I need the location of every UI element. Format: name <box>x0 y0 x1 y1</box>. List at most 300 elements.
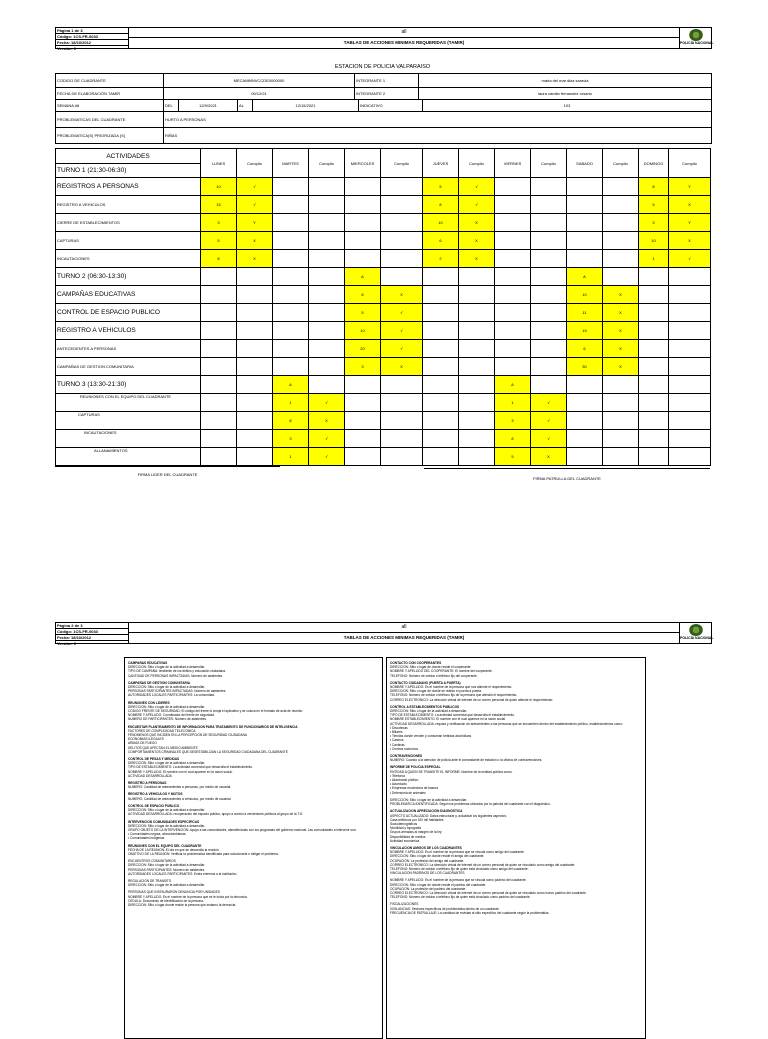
table-header-row <box>56 149 711 164</box>
doc-meta <box>56 623 129 646</box>
cumplio-cell <box>459 286 495 304</box>
section-line: • Tiendas donde venden y consuman bebidas alcohólicas <box>390 734 472 739</box>
activity-row <box>56 196 711 214</box>
quantity-cell: A <box>495 376 531 394</box>
cumplio-cell <box>603 412 639 430</box>
section-line: NOMBRE Y APELLIDO: Es el nombre de la persona que se vincula como padrino del cuadrante. <box>390 878 527 883</box>
instruction-section <box>128 804 379 817</box>
section-line: DIRECCION: Sitio o lugar de la actividad a desarrollar. <box>390 709 468 714</box>
section-line: ACTIVIDAD DESARROLLADA: recuperación del espacio público, apoyo a control a vendedores públicos al grupo de la T.G. <box>128 812 304 817</box>
quantity-cell <box>567 250 603 268</box>
logo-text: POLICÍA NACIONAL <box>680 636 714 640</box>
section-line: Casa teléfonos por 100 mil habitantes <box>390 817 444 822</box>
instruction-section <box>390 754 642 762</box>
section-line: DIRECCION: Sitio o lugar de donde reside el amigo del cuadrante. <box>390 854 485 859</box>
activity-label: ALLANAMIENTOS <box>56 448 201 466</box>
section-line: AUTORIDADES LOCALES PARTICIPANTES: La comunidad. <box>128 693 215 698</box>
instruction-section <box>390 809 642 843</box>
instructions-right-text <box>387 658 645 921</box>
section-line: ASPECTO ACTUALIZADO: Datos estructurar y, actualizar los siguientes aspectos: <box>390 813 507 818</box>
cumplio-cell: X <box>237 250 273 268</box>
instruction-section <box>390 765 642 794</box>
instruction-section <box>390 661 642 678</box>
cumplio-cell <box>381 196 423 214</box>
quantity-cell <box>201 340 237 358</box>
section-line: VIGILANCIAS: Sectores específicos de problemática dentro de un cuadrante. <box>390 906 500 911</box>
cumplio-cell <box>381 178 423 196</box>
section-heading: CONTRAVENCIONES <box>390 754 423 759</box>
activity-label: REGISTROS A PERSONAS <box>56 178 201 196</box>
integrante2-label: INTEGRANTE 2 <box>355 87 419 99</box>
instruction-section <box>128 820 379 841</box>
quantity-cell <box>495 286 531 304</box>
section-line: TIPO DE CAMPAÑA: tendiente de los delitos y educación ciudadana. <box>128 669 226 674</box>
cumplio-cell: X <box>603 322 639 340</box>
cumplio-header: Cumplio <box>237 149 273 178</box>
quantity-cell <box>423 286 459 304</box>
cumplio-cell <box>531 376 567 394</box>
activity-row <box>56 286 711 304</box>
cumplio-cell <box>459 412 495 430</box>
meta-version: Versión: 0 <box>57 46 77 51</box>
section-heading: INTERVENCION COMUNIDADES ESPECIFICAS <box>128 819 200 824</box>
cumplio-cell <box>669 304 711 322</box>
cumplio-cell <box>531 358 567 376</box>
shift-row <box>56 376 711 394</box>
cumplio-cell <box>309 178 345 196</box>
activity-label: CAMPAÑAS EDUCATIVAS <box>56 286 201 304</box>
activity-row <box>56 232 711 250</box>
section-line: • Cantinas <box>390 742 405 747</box>
instruction-section <box>390 705 642 751</box>
meta-version: Versión: 0 <box>57 641 77 646</box>
indicativo-label: INDICATIVO <box>359 100 423 111</box>
cumplio-cell <box>603 196 639 214</box>
quantity-cell: 3 <box>495 412 531 430</box>
cumplio-cell <box>309 196 345 214</box>
quantity-cell <box>345 232 381 250</box>
cumplio-cell <box>237 340 273 358</box>
cumplio-cell <box>381 430 423 448</box>
cumplio-cell <box>459 322 495 340</box>
cumplio-cell: Y <box>669 178 711 196</box>
cumplio-cell: X <box>381 358 423 376</box>
section-line: DIRECCION: Sitio o lugar de la actividad a desarrollar. <box>128 665 206 670</box>
section-heading: CONTROL A ESTABLECIMIENTOS PUBLICOS <box>390 704 460 709</box>
cumplio-cell <box>531 214 567 232</box>
activity-label: REGISTRO A VEHICULOS <box>56 196 201 214</box>
shift-label: TURNO 3 (13:30-21:30) <box>56 376 201 394</box>
cumplio-cell <box>309 304 345 322</box>
section-line: FRECUENCIA DE PATRULLAJE: La cantidad de revistas al sitio específico del cuadrante según la problemática. <box>390 910 550 915</box>
quantity-cell <box>345 430 381 448</box>
cumplio-cell: √ <box>309 394 345 412</box>
day-header: LUNES <box>201 149 237 178</box>
section-line: PERSONAS QUE INSTAURARON DENUNCIA POR UNIDADES <box>128 890 220 895</box>
quantity-cell <box>423 448 459 466</box>
quantity-cell <box>423 358 459 376</box>
info-row-3 <box>55 100 712 112</box>
cumplio-header: Cumplio <box>603 149 639 178</box>
shift-row <box>56 268 711 286</box>
section-heading: REUNIONES CON EL EQUIPO DEL CUADRANTE <box>128 843 202 848</box>
activity-label: ANTECEDENTES A PERSONAS <box>56 340 201 358</box>
cumplio-cell <box>381 268 423 286</box>
quantity-cell <box>201 286 237 304</box>
quantity-cell: 10 <box>639 232 669 250</box>
quantity-cell <box>495 178 531 196</box>
cumplio-cell: √ <box>531 412 567 430</box>
quantity-cell <box>273 196 309 214</box>
cumplio-cell: X <box>603 340 639 358</box>
quantity-cell <box>273 304 309 322</box>
integrante1-value: maria del mar diaz saravia <box>541 78 589 83</box>
section-line: NUMERO: Cuando a la atención de policía ante el comandante de estación o la oficina de contravenciones. <box>390 758 543 763</box>
cumplio-cell <box>237 412 273 430</box>
cuadrante-label: CODIGO DE CUADRANTE <box>56 74 164 87</box>
section-line: CODIGO FRENTE DE SEGURIDAD: El código del frente lo arroja el aplicativo y se coloca en el formato de acta de reunión. <box>128 709 304 714</box>
day-header: VIERNES <box>495 149 531 178</box>
instruction-section <box>390 902 642 915</box>
instructions-left-text <box>125 658 382 913</box>
section-line: DIRECCION: Sitio o lugar de la actividad a desarrollar. <box>128 883 206 888</box>
section-line: ACTIVIDAD DESARROLLADA: requisa y verificación de antecedentes a las personas que se encuentren dentro del establecimiento público, establecimientos como: <box>390 721 623 726</box>
quantity-cell: 15 <box>567 322 603 340</box>
section-line: Movilidad y topografía <box>390 826 422 831</box>
quantity-cell: 5 <box>639 196 669 214</box>
section-line: TELEFONO: Número de celular o teléfono fijo de la persona que atendió el requerimiento. <box>390 693 518 698</box>
quantity-cell <box>201 394 237 412</box>
cumplio-cell <box>237 322 273 340</box>
quantity-cell <box>423 322 459 340</box>
quantity-cell <box>639 322 669 340</box>
quantity-cell <box>495 268 531 286</box>
cumplio-cell <box>669 412 711 430</box>
cumplio-header: Cumplio <box>669 149 711 178</box>
section-line: DIRECCION: Sitio o lugar de la actividad a desarrollar. <box>128 863 206 868</box>
section-line: DIRECCION: Sitio o lugar de la actividad a desarrollar. <box>128 761 206 766</box>
priorizada-label: PROBLEMATICA(S) PRIORIZADA (S) <box>56 128 164 143</box>
cumplio-cell <box>531 232 567 250</box>
quantity-cell <box>273 214 309 232</box>
quantity-cell <box>345 412 381 430</box>
activity-label: CAMPAÑAS DE GESTION COMUNITARIA <box>56 358 201 376</box>
quantity-cell <box>273 268 309 286</box>
quantity-cell: 1 <box>273 394 309 412</box>
section-line: ENTIDAD A QUIEN SE TRANSITE EL INFORME: Nombre de la entidad pública como: <box>390 769 513 774</box>
section-line: TELEFONO: Número de celular o teléfono fijo de quien está vinculado como amigo del cuadrante. <box>390 866 529 871</box>
section-line: DIRECCION: Sitio o lugar donde reside la persona que instauró la denuncia. <box>128 902 237 907</box>
activity-row <box>56 304 711 322</box>
cumplio-cell: X <box>531 448 567 466</box>
document-title: TABLAS DE ACCIONES MINIMAS REQUERIDAS (TAMIR) <box>343 635 465 640</box>
meta-page: Página 2 de 3 <box>56 623 128 629</box>
quantity-cell <box>639 376 669 394</box>
cumplio-cell <box>459 448 495 466</box>
cumplio-cell: X <box>309 412 345 430</box>
activity-row <box>56 214 711 232</box>
cumplio-cell <box>309 358 345 376</box>
quantity-cell: 10 <box>345 322 381 340</box>
meta-date: Fecha: 18/10/2012 <box>56 635 128 641</box>
section-line: • Discotecas <box>390 725 408 730</box>
quantity-cell: 2 <box>423 250 459 268</box>
quantity-cell <box>567 178 603 196</box>
activities-header: ACTIVIDADES <box>56 149 201 164</box>
activity-label: CIERRE DE ESTABLECIMIENTOS <box>56 214 201 232</box>
meta-code: Código: 1CS-FR-0033 <box>56 629 128 635</box>
quantity-cell <box>201 304 237 322</box>
section-heading: CONTACTO CON COOPERANTES <box>390 661 442 665</box>
fecha-label: FECHA DE ELABORACIÓN TAMIR <box>56 87 164 99</box>
quantity-cell <box>639 412 669 430</box>
cumplio-cell <box>531 340 567 358</box>
section-line: • Centros nocturnos <box>390 746 419 751</box>
cumplio-cell <box>531 286 567 304</box>
quantity-cell <box>423 304 459 322</box>
cumplio-cell: √ <box>459 196 495 214</box>
quantity-cell: 5 <box>495 448 531 466</box>
section-line: ARMAS DE FUEGO <box>128 741 157 746</box>
cumplio-cell <box>459 430 495 448</box>
section-line: Actividad económica <box>390 838 420 843</box>
cumplio-cell <box>603 250 639 268</box>
activity-row <box>56 178 711 196</box>
instruction-section <box>128 890 379 907</box>
section-line: CORREO ELECTRONICO: La dirección virtual de internet de un correo personal de quien atiende el requerimiento. <box>390 697 554 702</box>
quantity-cell <box>567 196 603 214</box>
section-line: NOMBRE Y APELLIDO: El nombre con el cual aparece en la razón social. <box>128 769 233 774</box>
quantity-cell <box>345 250 381 268</box>
cumplio-header: Cumplio <box>309 149 345 178</box>
activity-label: REUNIONES CON EL EQUIPO DEL CUADRANTE <box>56 394 201 412</box>
cumplio-cell: √ <box>531 430 567 448</box>
quantity-cell: A <box>567 268 603 286</box>
section-line: DIRECCION: Sitio o lugar de donde reside el cooperante. <box>390 665 472 670</box>
cumplio-cell <box>603 214 639 232</box>
semana-label: SEMANA #8 <box>56 100 164 111</box>
instructions-right-panel <box>386 657 646 1039</box>
quantity-cell <box>201 448 237 466</box>
quantity-cell: 11 <box>567 304 603 322</box>
section-heading: CAMPAÑAS EDUCATIVAS <box>128 661 168 665</box>
day-header: SABADO <box>567 149 603 178</box>
indicativo-value: 103 <box>563 103 571 108</box>
section-line: ECONOMIAS ILEGALES <box>128 737 164 742</box>
section-line: TELEFONO: Número de celular o teléfono fijo del cooperante. <box>390 673 478 678</box>
quantity-cell <box>273 250 309 268</box>
section-line: DIRECCION: Sitio o lugar de donde reside el padrino del cuadrante. <box>390 882 487 887</box>
section-line: NUMERO: Cantidad de antecedentes a personas, por medio de usuarial. <box>128 785 232 790</box>
activity-row <box>56 322 711 340</box>
section-line: • Casinos <box>390 738 404 743</box>
cumplio-cell <box>459 340 495 358</box>
quantity-cell <box>201 358 237 376</box>
section-line: CORREO ELECTRONICO: La dirección virtual de internet de un correo personal de quien se vinculado como amigo del cuadrante. <box>390 862 576 867</box>
activity-label: CAPTURAS <box>56 412 201 430</box>
cumplio-cell <box>237 358 273 376</box>
section-line: NUMERO DE PARTICIPANTES: Número de asistentes. <box>128 717 207 722</box>
cumplio-cell: X <box>603 358 639 376</box>
quantity-cell <box>345 448 381 466</box>
cumplio-cell: Y <box>237 214 273 232</box>
quantity-cell: 8 <box>273 412 309 430</box>
day-header: MIERCOLES <box>345 149 381 178</box>
instruction-section <box>128 725 379 754</box>
quantity-cell <box>273 286 309 304</box>
section-line: DIRECCION: Sitio o lugar de la actividad a desarrollar. <box>128 704 206 709</box>
cumplio-cell <box>237 448 273 466</box>
section-line: NOMBRE Y APELLIDO: Es el nombre de la persona que nos atiende el requerimiento. <box>390 685 513 690</box>
al-value: 12/15/2021 <box>253 100 359 111</box>
cumplio-cell <box>603 376 639 394</box>
cumplio-cell <box>669 358 711 376</box>
cumplio-cell <box>531 178 567 196</box>
quantity-cell <box>495 358 531 376</box>
section-line: TIPO DE ESTABLECIMIENTO: La actividad comercial que desarrolla el establecimiento. <box>128 765 253 770</box>
quantity-cell <box>345 178 381 196</box>
cumplio-cell <box>603 394 639 412</box>
cumplio-cell <box>309 268 345 286</box>
quantity-cell: 10 <box>567 286 603 304</box>
cumplio-cell <box>309 340 345 358</box>
quantity-cell: 3 <box>201 214 237 232</box>
document-title: TABLAS DE ACCIONES MINIMAS REQUERIDAS (TAMIR) <box>343 40 465 45</box>
section-line: PERSONAS PARTICIPANTES: Número de asistentes. <box>128 867 206 872</box>
info-row-2 <box>55 87 712 100</box>
quantity-cell: 5 <box>201 232 237 250</box>
quantity-cell <box>567 232 603 250</box>
quantity-cell <box>639 394 669 412</box>
fecha-value: 09/12/21 <box>164 87 355 99</box>
activity-row <box>56 448 711 466</box>
section-line: • Billares <box>390 730 403 735</box>
doc-meta <box>56 28 129 51</box>
instruction-section <box>128 681 379 698</box>
quantity-cell <box>345 196 381 214</box>
section-line: CORREO ELECTRONICO: La dirección virtual de internet de un correo personal de quien se vinculado como nuevo padrino del cuadrante. <box>390 890 587 895</box>
cumplio-cell <box>381 448 423 466</box>
section-line: NOMBRE Y APELLIDO: Coordinador del frente de seguridad. <box>128 713 215 718</box>
section-heading: CONTROL DE ESPACIO PUBLICO <box>128 803 180 808</box>
quantity-cell <box>201 322 237 340</box>
shield-icon <box>689 624 703 636</box>
section-line: NOMBRE Y APELLIDO: Es el nombre de la persona que se vincula como amigo del cuadrante. <box>390 850 525 855</box>
day-header: DOMINGO <box>639 149 669 178</box>
section-line: FENOMENOS QUE INCIDEN EN LA PERCEPCION DE SEGURIDAD CIUDADANA <box>128 733 248 738</box>
section-line: OCUPACION: La profesión del amigo del cuadrante. <box>390 858 465 863</box>
cumplio-cell <box>603 430 639 448</box>
quantity-cell <box>495 250 531 268</box>
section-line: • Telefonía <box>390 773 405 778</box>
section-heading: CONTACTO CIUDADANO (PUERTA A PUERTA) <box>390 680 461 685</box>
quantity-cell: 1 <box>639 250 669 268</box>
section-heading: REGISTRO A PERSONAS <box>128 781 167 786</box>
cumplio-cell: Y <box>669 214 711 232</box>
integrante1-label: INTEGRANTE 1 <box>355 74 419 87</box>
section-line: TELEFONO: Número de celular o teléfono fijo de quien está vinculado como padrino del cuadrante. <box>390 895 531 900</box>
activity-row <box>56 340 711 358</box>
shift-label: TURNO 2 (06:30-13:30) <box>56 268 201 286</box>
section-line: PROBLEMATICA IDENTIFICADA: Según los problemas ubicados por la patrulla del cuadrante con el diagnóstico. <box>390 802 551 807</box>
quantity-cell: 6 <box>567 340 603 358</box>
section-heading: ACTUALIZACION APRECIACION DIAGNOSTICA <box>390 809 463 814</box>
section-line: NOMBRE Y APELLIDO: Es el nombre de la persona que se le inicia por la denuncia. <box>128 894 248 899</box>
section-line: DIRECCION: Sitio o lugar de la actividad a desarrollar. <box>128 685 206 690</box>
cumplio-cell <box>669 430 711 448</box>
quantity-cell: 8 <box>201 250 237 268</box>
quantity-cell <box>423 412 459 430</box>
section-line: GRUPO OBJETO DE LA INTERVENCION: Apoyo a las comunidades, atendiéndolas con los programas del gobierno nacional. Las comunidades a intervenir son: <box>128 827 357 832</box>
activities-table <box>55 148 711 466</box>
cumplio-cell <box>309 232 345 250</box>
meta-code: Código: 1CS-FR-0033 <box>56 34 128 40</box>
quantity-cell <box>273 232 309 250</box>
day-header: JUEVES <box>423 149 459 178</box>
signature-line-left <box>55 466 280 467</box>
cumplio-cell <box>669 286 711 304</box>
quantity-cell: 1 <box>495 394 531 412</box>
section-line: PERSONAS PARTICIPANTES IMPACTADAS: Número de asistentes. <box>128 689 227 694</box>
quantity-cell <box>495 196 531 214</box>
cumplio-cell: √ <box>381 340 423 358</box>
cumplio-cell: √ <box>309 430 345 448</box>
cumplio-header: Cumplio <box>381 149 423 178</box>
quantity-cell <box>567 214 603 232</box>
header-ref: all <box>129 28 679 38</box>
section-line: • Acueducto <box>390 782 407 787</box>
activity-row <box>56 358 711 376</box>
cumplio-cell: X <box>603 304 639 322</box>
cumplio-cell: √ <box>381 322 423 340</box>
section-line: VINCULACION PADRINOS DE LOS CUADRANTES <box>390 871 465 876</box>
cumplio-cell <box>309 376 345 394</box>
quantity-cell <box>345 214 381 232</box>
cumplio-cell: X <box>381 286 423 304</box>
quantity-cell: 5 <box>423 178 459 196</box>
instruction-section <box>128 781 379 789</box>
cumplio-header: Cumplio <box>459 149 495 178</box>
quantity-cell: A <box>345 268 381 286</box>
quantity-cell <box>639 448 669 466</box>
logo-text: POLICÍA NACIONAL <box>680 41 714 45</box>
section-line: FECHA DE LA REUNION: El día en que se desarrolla la reunión. <box>128 847 220 852</box>
cumplio-cell <box>381 376 423 394</box>
cumplio-cell <box>309 322 345 340</box>
info-row-5 <box>55 128 712 144</box>
quantity-cell <box>423 430 459 448</box>
cumplio-cell <box>381 394 423 412</box>
section-line: ACTIVIDAD DESARROLLADA <box>128 773 172 778</box>
cumplio-cell <box>237 286 273 304</box>
instruction-section <box>390 846 642 875</box>
cumplio-cell <box>237 376 273 394</box>
section-line: Sociodemográficos <box>390 821 418 826</box>
section-line: AUTORIDADES LOCALES PARTICIPANTES: Entes externos a la institución. <box>128 871 238 876</box>
section-heading: ENCUESTAR PLANTEAMIENTO DE INFORMACION PARA TRATAMIENTO DE FUNCIONARIOS DE INTELIGENCIA <box>128 724 298 729</box>
police-logo <box>679 28 714 48</box>
meta-date: Fecha: 18/10/2012 <box>56 40 128 46</box>
police-logo <box>679 623 714 643</box>
cumplio-cell <box>459 394 495 412</box>
cumplio-cell <box>531 196 567 214</box>
quantity-cell <box>639 430 669 448</box>
instruction-section <box>128 792 379 800</box>
activity-label: INCAUTACIONES <box>56 430 201 448</box>
cumplio-cell <box>603 232 639 250</box>
cumplio-cell <box>381 412 423 430</box>
instruction-section <box>128 757 379 778</box>
